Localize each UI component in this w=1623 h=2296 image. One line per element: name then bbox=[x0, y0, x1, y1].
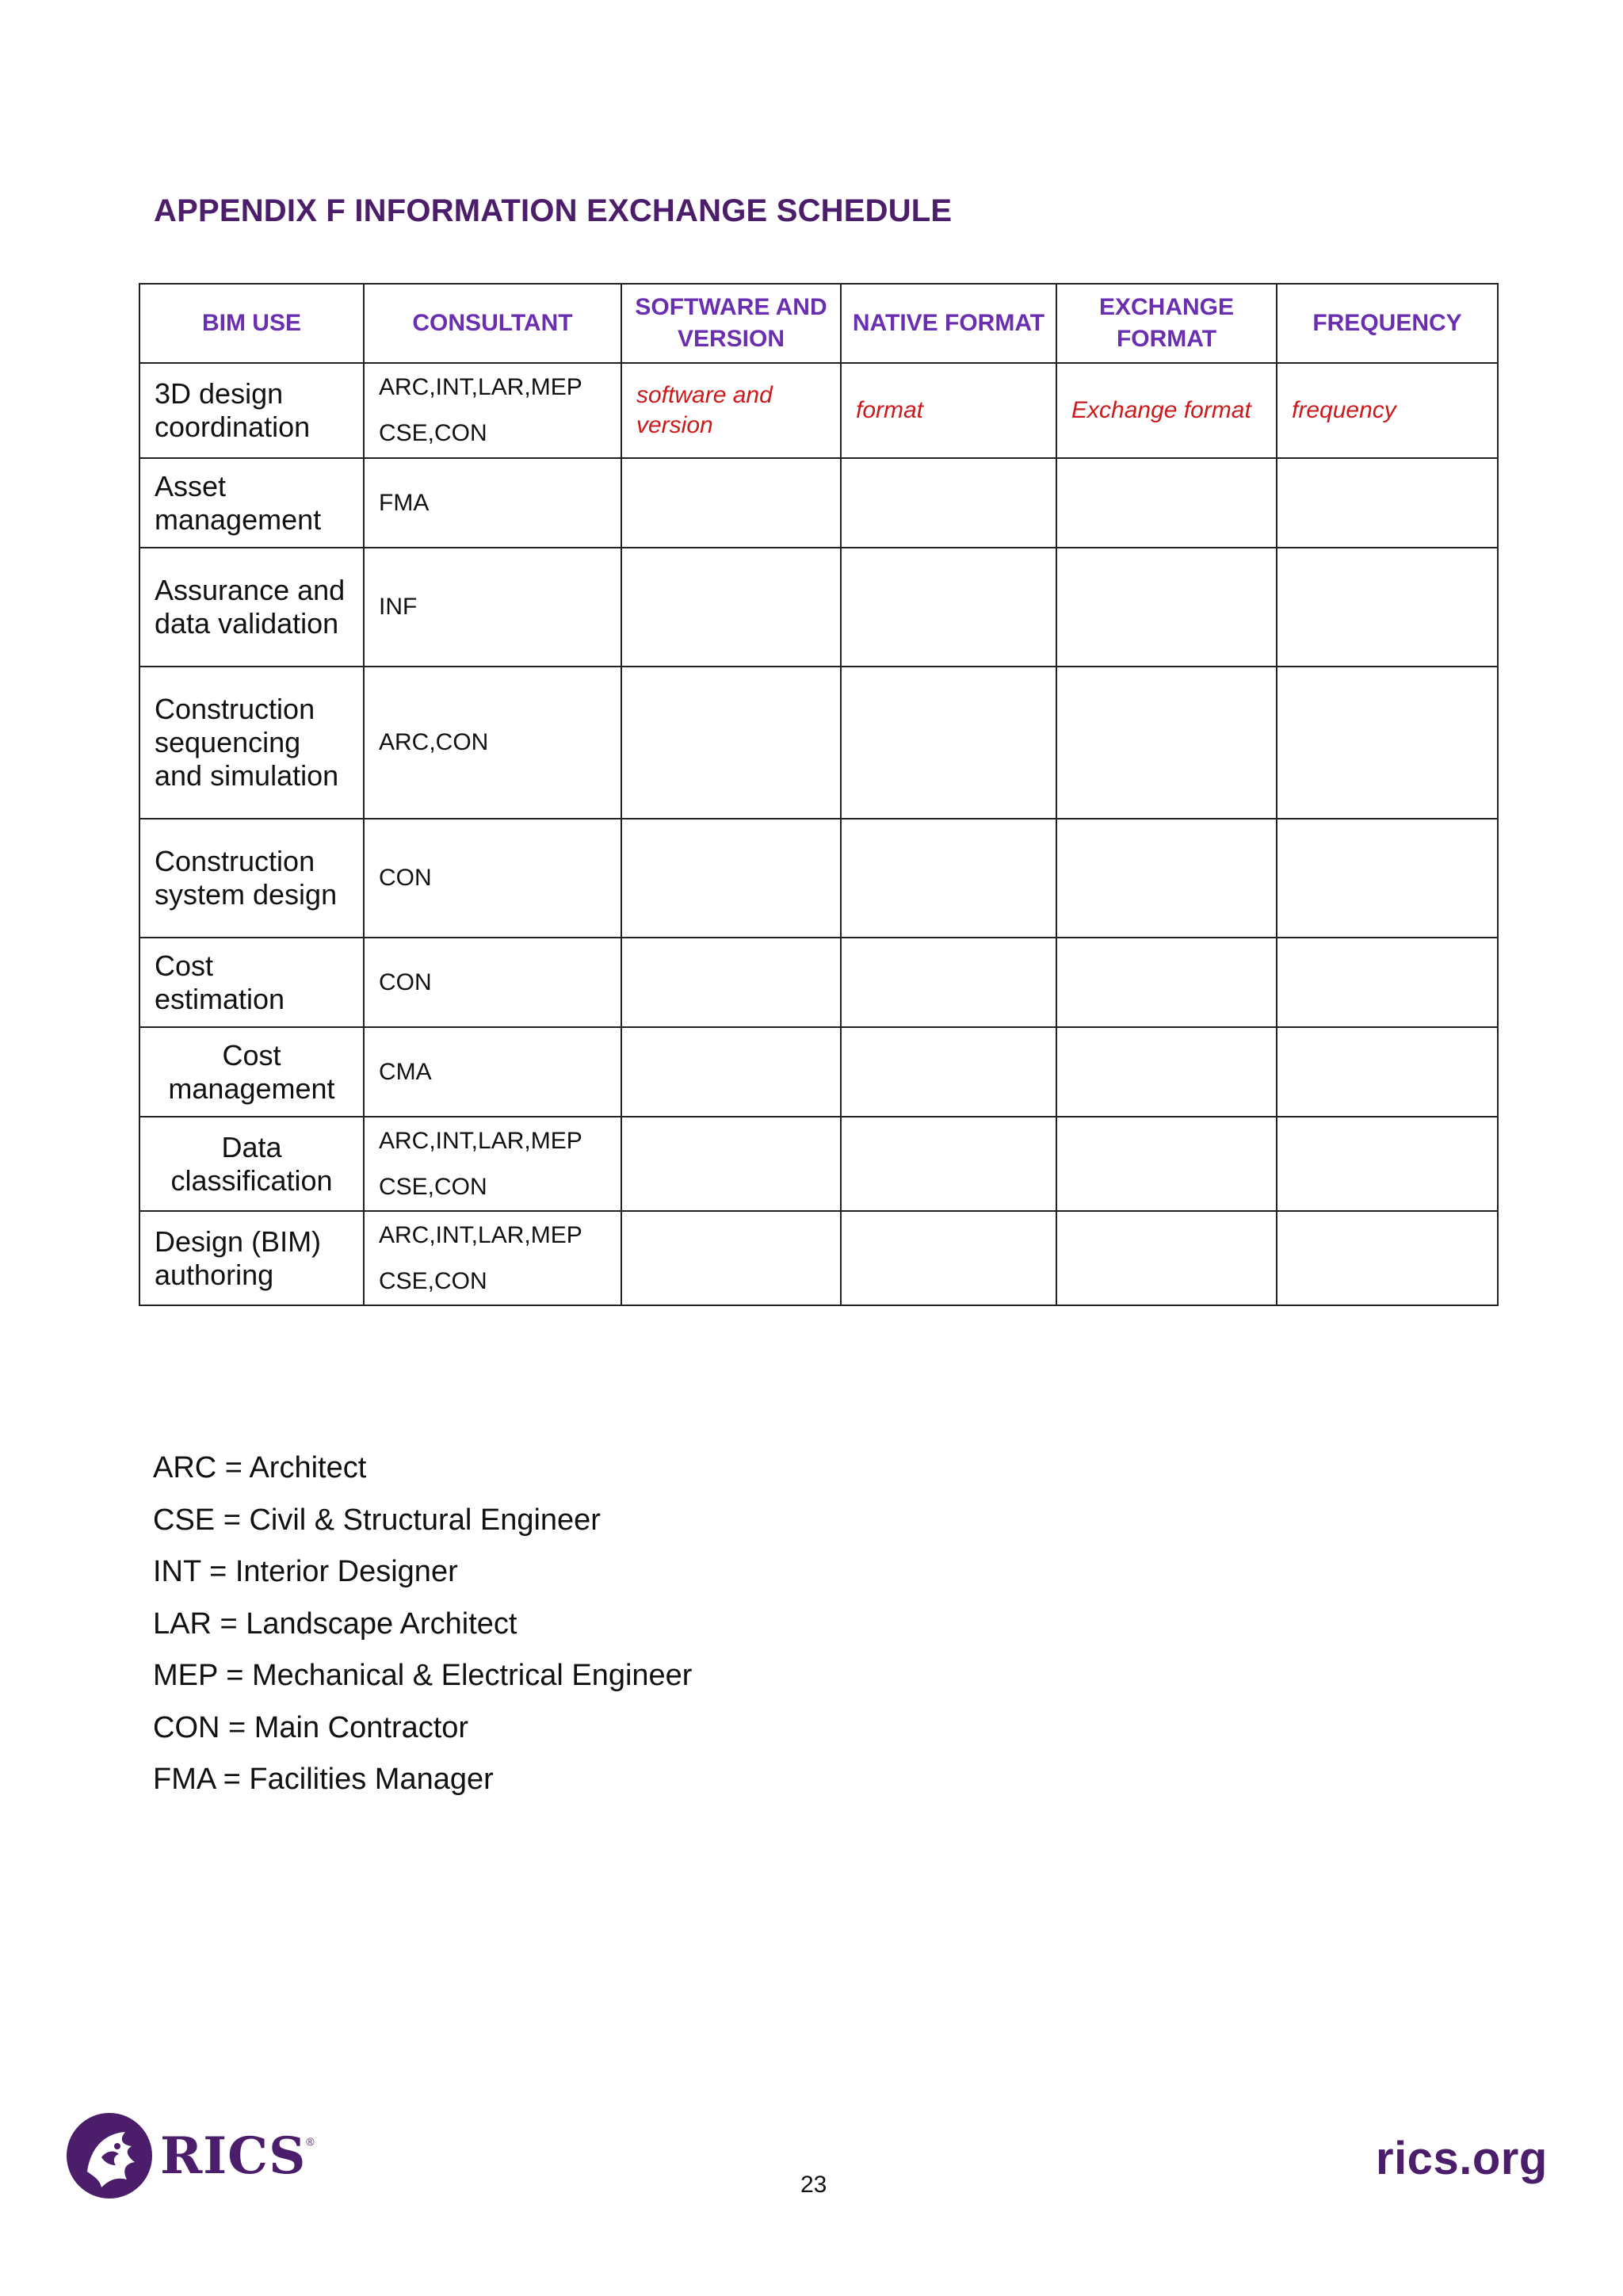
exchange-format-cell bbox=[1056, 1117, 1277, 1211]
table-row bbox=[139, 938, 1498, 1027]
table-row bbox=[139, 1117, 1498, 1211]
exchange-format-cell bbox=[1056, 819, 1277, 938]
table-row bbox=[139, 548, 1498, 667]
exchange-format-cell bbox=[1056, 458, 1277, 548]
bim-use-cell: 3D design coordination bbox=[139, 363, 364, 458]
bim-use-cell: Assurance and data validation bbox=[139, 548, 364, 667]
bim-use-cell: Cost estimation bbox=[139, 938, 364, 1027]
software-cell: software and version bbox=[621, 363, 841, 458]
native-format-cell bbox=[841, 458, 1056, 548]
page-title: APPENDIX F INFORMATION EXCHANGE SCHEDULE bbox=[154, 193, 953, 228]
bim-use-cell: Data classification bbox=[139, 1117, 364, 1211]
consultant-cell bbox=[364, 548, 621, 667]
consultant-line-1: ARC,INT,LAR,MEP bbox=[379, 1127, 582, 1154]
software-cell bbox=[621, 458, 841, 548]
logo-wordmark: RICS bbox=[160, 2126, 307, 2186]
legend-item: ARC = Architect bbox=[153, 1451, 367, 1484]
col-header-software: SOFTWARE AND VERSION bbox=[621, 284, 841, 363]
native-format-cell bbox=[841, 548, 1056, 667]
website-link[interactable]: rics.org bbox=[1376, 2133, 1548, 2184]
col-header-native-format: NATIVE FORMAT bbox=[841, 284, 1056, 363]
consultant-line-1: INF bbox=[379, 594, 418, 620]
software-cell bbox=[621, 548, 841, 667]
consultant-line-1: ARC,INT,LAR,MEP bbox=[379, 1221, 582, 1248]
exchange-format-cell bbox=[1056, 1027, 1277, 1117]
software-cell bbox=[621, 1211, 841, 1305]
consultant-line-1: CON bbox=[379, 968, 432, 995]
legend-item: FMA = Facilities Manager bbox=[153, 1763, 494, 1796]
consultant-cell bbox=[364, 667, 621, 819]
consultant-line-1: ARC,INT,LAR,MEP bbox=[379, 374, 582, 400]
bim-use-cell: Design (BIM) authoring bbox=[139, 1211, 364, 1305]
exchange-format-cell: Exchange format bbox=[1056, 363, 1277, 458]
legend-item: INT = Interior Designer bbox=[153, 1555, 458, 1588]
legend-item: CSE = Civil & Structural Engineer bbox=[153, 1503, 601, 1537]
frequency-cell bbox=[1277, 1117, 1498, 1211]
frequency-cell bbox=[1277, 1027, 1498, 1117]
consultant-cell bbox=[364, 363, 621, 458]
native-format-cell bbox=[841, 938, 1056, 1027]
col-header-exchange-format: EXCHANGE FORMAT bbox=[1056, 284, 1277, 363]
bim-use-cell: Construction sequencing and simulation bbox=[139, 667, 364, 819]
consultant-line-2: CSE,CON bbox=[379, 420, 487, 446]
legend-item: CON = Main Contractor bbox=[153, 1710, 469, 1744]
bim-use-cell: Construction system design bbox=[139, 819, 364, 938]
abbreviation-legend bbox=[153, 1442, 692, 1806]
exchange-format-cell bbox=[1056, 938, 1277, 1027]
table-row bbox=[139, 1211, 1498, 1305]
exchange-format-cell bbox=[1056, 667, 1277, 819]
legend-item: LAR = Landscape Architect bbox=[153, 1606, 517, 1641]
consultant-line-2: CSE,CON bbox=[379, 1267, 487, 1294]
consultant-cell bbox=[364, 819, 621, 938]
table-row bbox=[139, 1027, 1498, 1117]
native-format-cell bbox=[841, 667, 1056, 819]
native-format-cell bbox=[841, 1211, 1056, 1305]
software-cell bbox=[621, 1117, 841, 1211]
software-cell bbox=[621, 667, 841, 819]
native-format-cell bbox=[841, 1027, 1056, 1117]
page-number: 23 bbox=[800, 2172, 827, 2198]
frequency-cell bbox=[1277, 819, 1498, 938]
frequency-cell bbox=[1277, 938, 1498, 1027]
legend-item: MEP = Mechanical & Electrical Engineer bbox=[153, 1659, 693, 1692]
software-cell bbox=[621, 1027, 841, 1117]
consultant-line-1: ARC,CON bbox=[379, 729, 489, 755]
lion-emblem-icon bbox=[63, 2110, 155, 2202]
frequency-cell bbox=[1277, 548, 1498, 667]
bim-use-cell: Asset management bbox=[139, 458, 364, 548]
rics-logo bbox=[63, 2108, 325, 2203]
native-format-cell: format bbox=[841, 363, 1056, 458]
exchange-format-cell bbox=[1056, 1211, 1277, 1305]
consultant-line-1: CMA bbox=[379, 1058, 432, 1085]
frequency-cell bbox=[1277, 458, 1498, 548]
registered-mark: ® bbox=[306, 2135, 315, 2148]
table-row bbox=[139, 819, 1498, 938]
col-header-frequency: FREQUENCY bbox=[1277, 284, 1498, 363]
col-header-bim-use: BIM USE bbox=[139, 284, 364, 363]
frequency-cell: frequency bbox=[1277, 363, 1498, 458]
consultant-cell bbox=[364, 938, 621, 1027]
frequency-cell bbox=[1277, 1211, 1498, 1305]
frequency-cell bbox=[1277, 667, 1498, 819]
consultant-cell bbox=[364, 1117, 621, 1211]
table-header-row bbox=[139, 284, 1498, 363]
native-format-cell bbox=[841, 1117, 1056, 1211]
consultant-cell bbox=[364, 458, 621, 548]
consultant-line-2: CSE,CON bbox=[379, 1173, 487, 1200]
consultant-cell bbox=[364, 1027, 621, 1117]
table-row bbox=[139, 458, 1498, 548]
information-exchange-table bbox=[139, 283, 1499, 1306]
table-row bbox=[139, 363, 1498, 458]
software-cell bbox=[621, 819, 841, 938]
consultant-line-1: CON bbox=[379, 865, 432, 891]
consultant-line-1: FMA bbox=[379, 489, 430, 516]
exchange-format-cell bbox=[1056, 548, 1277, 667]
software-cell bbox=[621, 938, 841, 1027]
native-format-cell bbox=[841, 819, 1056, 938]
bim-use-cell: Cost management bbox=[139, 1027, 364, 1117]
table-row bbox=[139, 667, 1498, 819]
consultant-cell bbox=[364, 1211, 621, 1305]
col-header-consultant: CONSULTANT bbox=[364, 284, 621, 363]
